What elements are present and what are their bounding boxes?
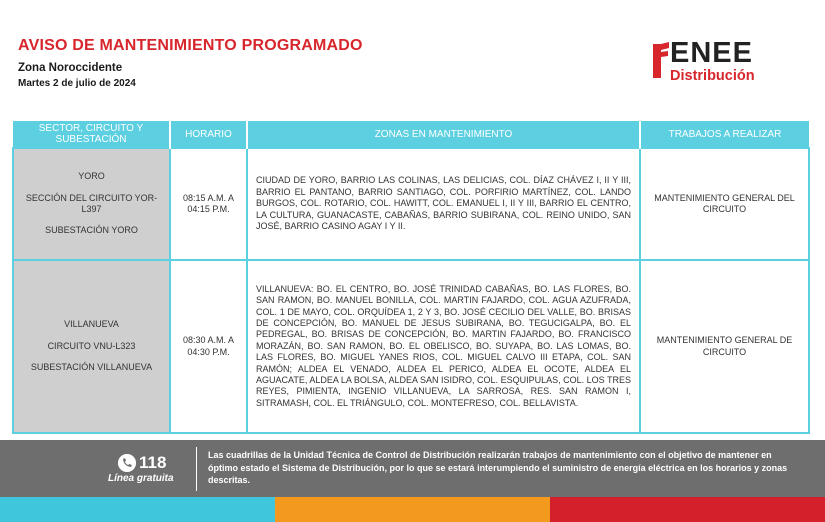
footer-band	[0, 440, 825, 497]
zones-cell: CIUDAD DE YORO, BARRIO LAS COLINAS, LAS DELICIAS, COL. DÍAZ CHÁVEZ I, II Y III, BARRIO EL PANTANO, BARRIO SANTIAGO, COL. PORFIRIO MARTÍNEZ, COL. LANDO BURGOS, COL. ROTARIO, COL. HAWITT, COL. EMANUEL I, II Y III, BARRIO EL CENTRO, LA CULTURA, GUANACASTE, CABAÑAS, BARRIO SUBIRANA, COL. REINO UNIDO, SAN JOSÉ, BARRIO CASINO AGAY I Y II.	[247, 148, 640, 260]
sector-name: VILLANUEVA	[64, 319, 119, 330]
work-cell: MANTENIMIENTO GENERAL DEL CIRCUITO	[640, 148, 809, 260]
page-title: AVISO DE MANTENIMIENTO PROGRAMADO	[18, 37, 363, 54]
color-stripes	[0, 497, 825, 522]
table-row	[13, 148, 809, 260]
phone-label: Línea gratuita	[108, 473, 174, 484]
column-header-sector: SECTOR, CIRCUITO Y SUBESTACIÓN	[13, 121, 170, 148]
stripe-orange	[275, 497, 550, 522]
schedule-cell: 08:15 A.M. A 04:15 P.M.	[170, 148, 247, 260]
column-header-schedule: HORARIO	[170, 121, 247, 148]
enee-logo-icon	[651, 40, 671, 82]
stripe-blue	[0, 497, 275, 522]
schedule-cell: 08:30 A.M. A 04:30 P.M.	[170, 260, 247, 433]
sector-cell	[13, 260, 170, 433]
logo-wordmark: ENEE	[670, 37, 753, 69]
circuit-name: SECCIÓN DEL CIRCUITO YOR-L397	[25, 192, 158, 214]
phone-icon	[118, 454, 136, 472]
notice-date: Martes 2 de julio de 2024	[18, 78, 136, 89]
work-cell: MANTENIMIENTO GENERAL DE CIRCUITO	[640, 260, 809, 433]
column-header-work: TRABAJOS A REALIZAR	[640, 121, 809, 148]
enee-logo	[651, 37, 801, 90]
table-header-row	[13, 121, 809, 148]
maintenance-table	[12, 121, 810, 434]
zones-cell: VILLANUEVA: BO. EL CENTRO, BO. JOSÉ TRINIDAD CABAÑAS, BO. LAS FLORES, BO. SAN RAMON, BO. MANUEL BONILLA, COL. MARTIN FAJARDO, COL. AGUA AZUFRADA, COL. 1 DE MAYO, COL. ORQUÍDEA 1, 2 Y 3, BO. JOSÉ CECILIO DEL VALLE, BO. BRISAS DE CONCEPCIÓN, BO. MANUEL DE JESUS SUBIRANA, BO. TEGUCIGALPA, BO. EL PEDREGAL, BO. BRISAS DE CONCEPCIÓN, BO. MARTIN FAJARDO, BO. FRANCISCO MORAZÁN, BO. SAN RAMON, BO. EL OBELISCO, BO. SUYAPA, BO. LAS LOMAS, BO. LAS FLORES, BO. MIGUEL YANES RIOS, COL. MIGUEL CALVO III ETAPA, COL. SAN RAMÓN; ALDEA EL VENADO, ALDEA EL PERICO, ALDEA EL OCOTE, ALDEA EL AGUACATE, ALDEA LA BOLSA, ALDEA SAN ISIDRO, COL. ESQUIPULAS, COL. LOS TRES REYES, PIMIENTA, INGENIO VILLANUEVA, LA SARROSA, RES. SAN RAMON I, SITRAMASH, COL. EL TRIÁNGULO, COL. MONTEFRESO, COL. BELLAVISTA.	[247, 260, 640, 433]
substation-name: SUBESTACIÓN YORO	[45, 225, 138, 236]
stripe-red	[550, 497, 825, 522]
circuit-name: CIRCUITO VNU-L323	[47, 340, 136, 351]
footer-divider	[196, 447, 197, 491]
column-header-zones: ZONAS EN MANTENIMIENTO	[247, 121, 640, 148]
sector-cell	[13, 148, 170, 260]
phone-number: 118	[139, 453, 167, 472]
sector-name: YORO	[78, 171, 105, 182]
substation-name: SUBESTACIÓN VILLANUEVA	[30, 362, 153, 373]
zone-subtitle: Zona Noroccidente	[18, 62, 123, 74]
footer-notice: Las cuadrillas de la Unidad Técnica de Control de Distribución realizarán trabajos de mantenimiento con el objetivo de mantener en óptimo estado el Sistema de Distribución, por lo que se estará interumpiendo el suministro de energía eléctrica en los horarios y zonas descritas.	[208, 450, 788, 485]
table-row	[13, 260, 809, 433]
logo-subtitle: Distribución	[670, 68, 755, 84]
